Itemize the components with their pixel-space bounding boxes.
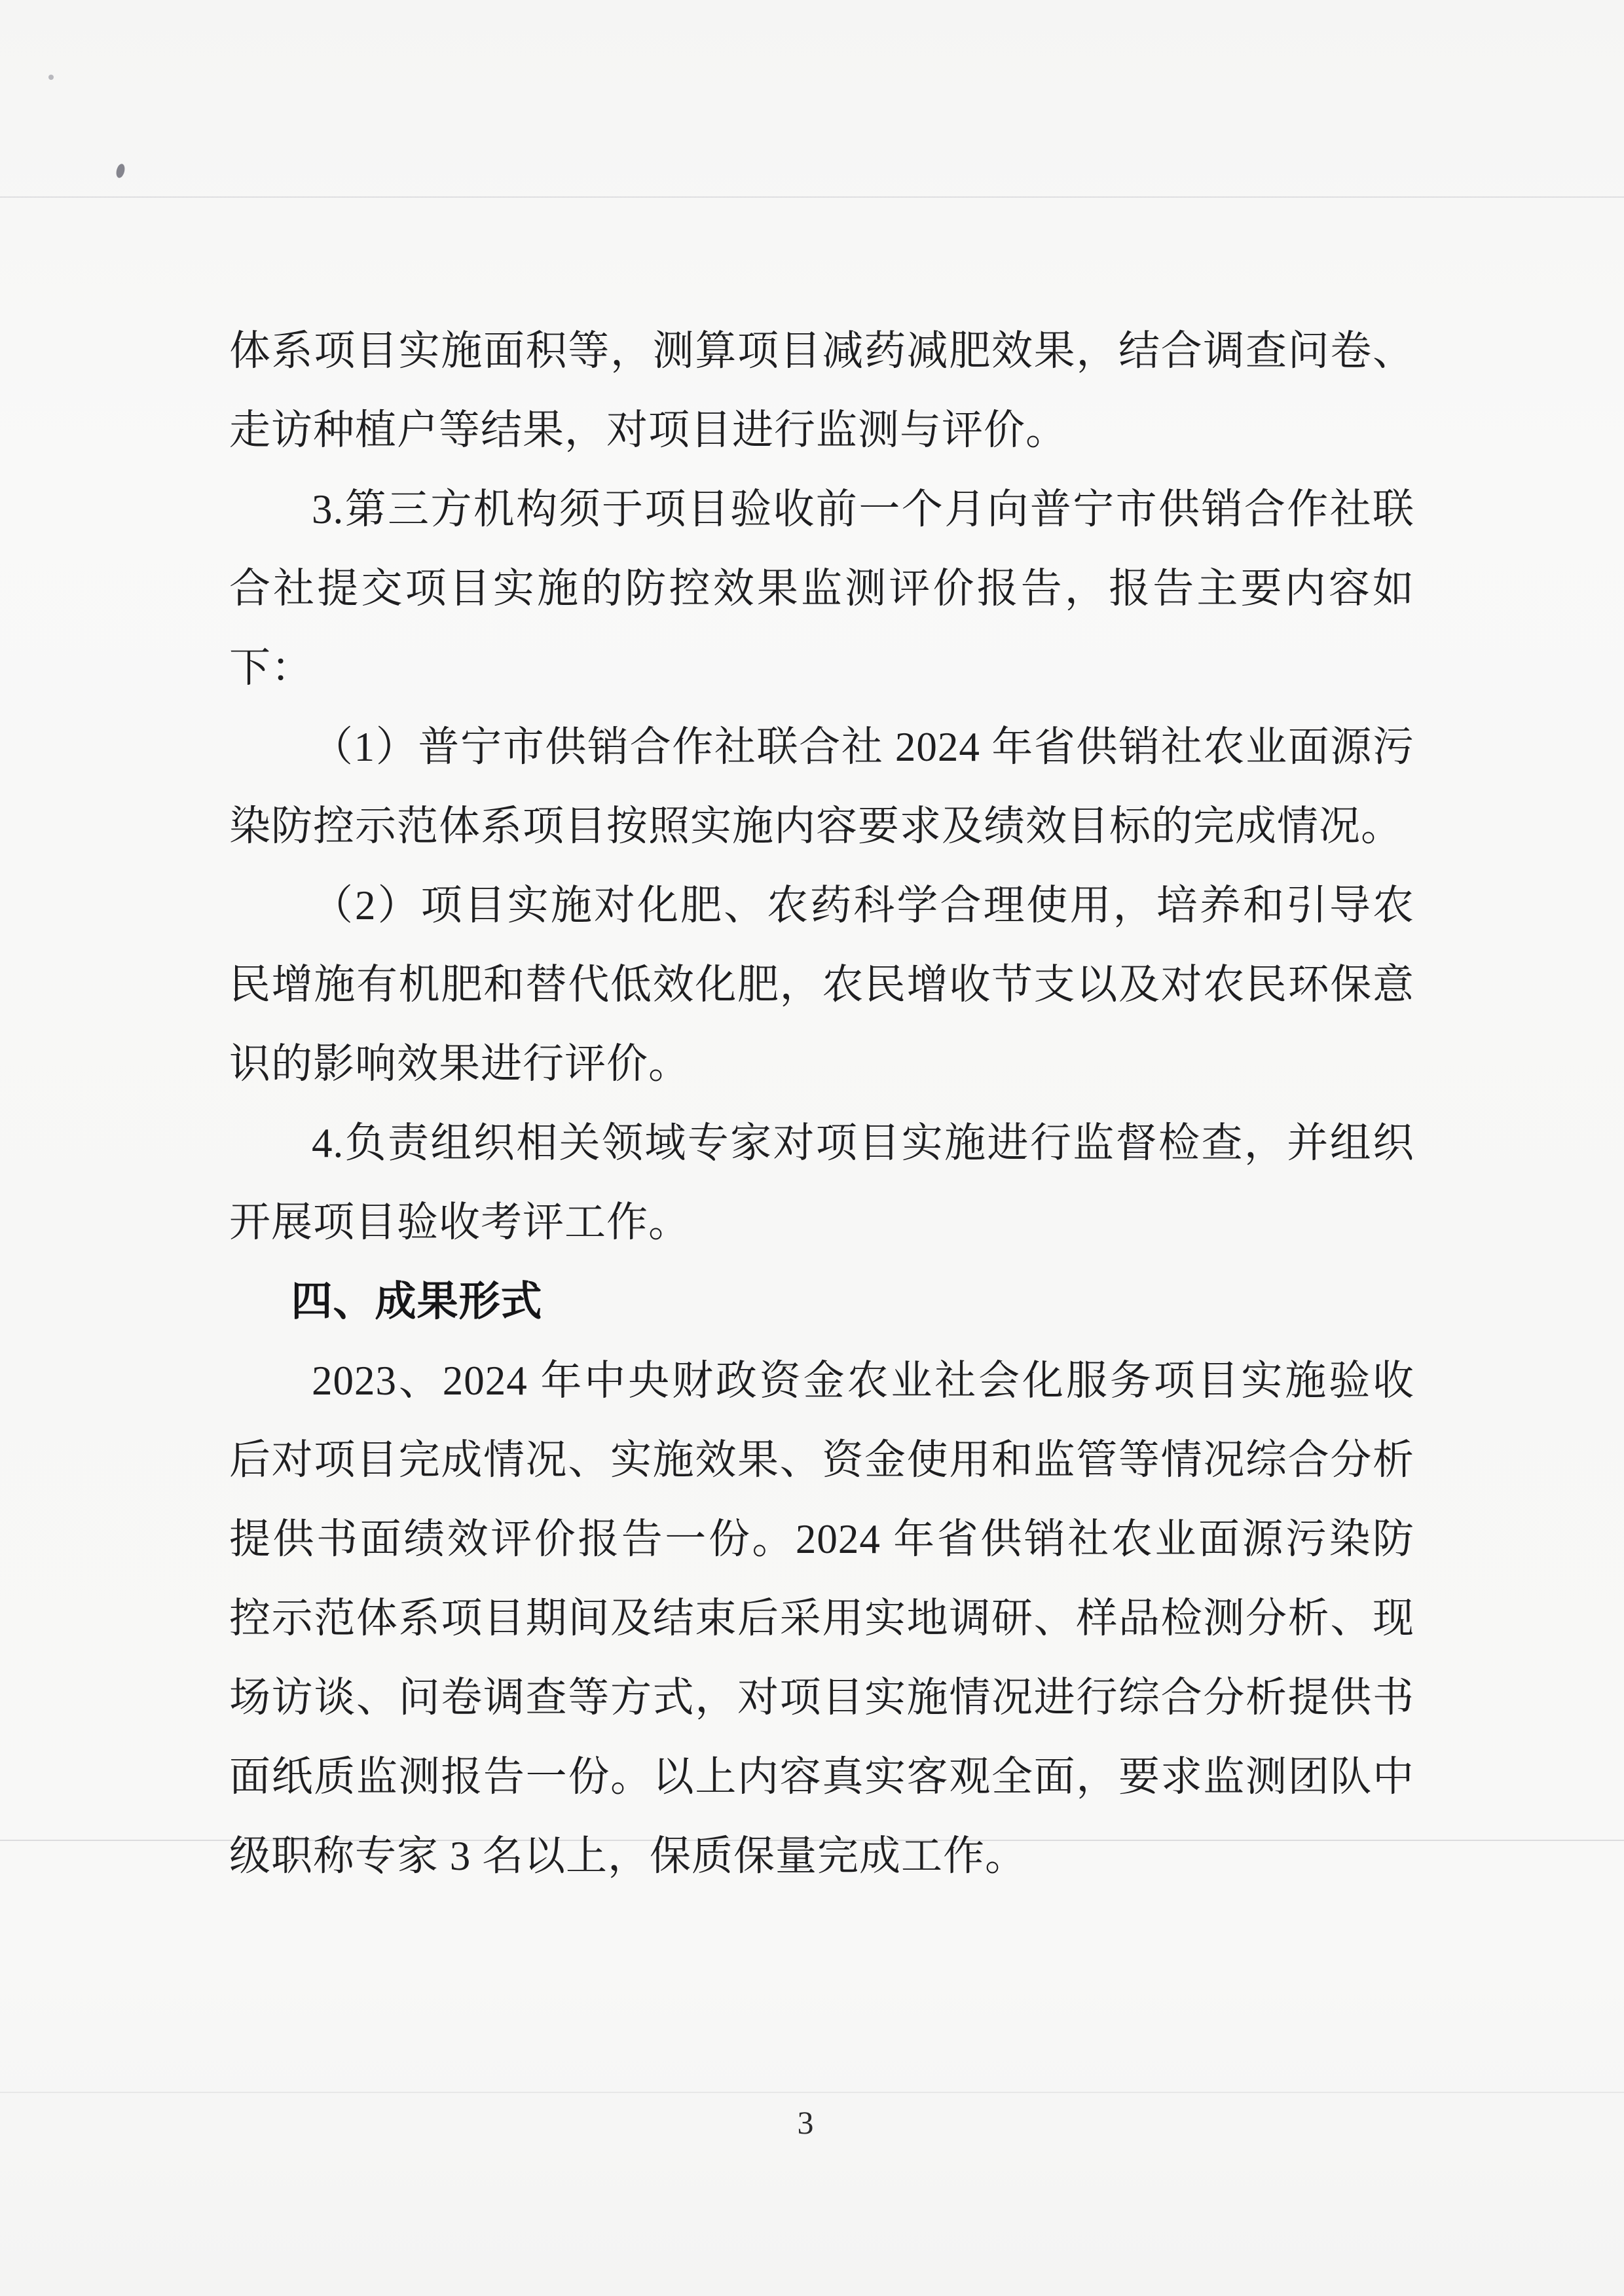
scan-artifact-line xyxy=(0,2092,1624,2093)
document-body xyxy=(229,312,1414,1896)
page-number: 3 xyxy=(797,2104,814,2141)
paragraph-item-3: 3.第三方机构须于项目验收前一个月向普宁市供销合作社联合社提交项目实施的防控效果监测评价报告，报告主要内容如下： xyxy=(229,486,1414,691)
scan-speck xyxy=(115,163,126,179)
section-heading: 四、成果形式 xyxy=(291,1279,543,1324)
scan-speck xyxy=(48,75,54,80)
paragraph-subitem-2: （2）项目实施对化肥、农药科学合理使用，培养和引导农民增施有机肥和替代低效化肥，农民增收节支以及对农民环保意识的影响效果进行评价。 xyxy=(229,883,1414,1087)
scan-artifact-line xyxy=(0,196,1624,198)
paragraph-subitem-1: （1）普宁市供销合作社联合社 2024 年省供销社农业面源污染防控示范体系项目按照实施内容要求及绩效目标的完成情况。 xyxy=(229,724,1414,849)
paragraph-results-format: 2023、2024 年中央财政资金农业社会化服务项目实施验收后对项目完成情况、实施效果、资金使用和监管等情况综合分析提供书面绩效评价报告一份。2024 年省供销社农业面源污染防控示范体系项目期间及结束后采用实地调研、样品检测分析、现场访谈、问卷调查等方式，对项目实施情况进行综合分析提供书面纸质监测报告一份。以上内容真实客观全面，要求监测团队中级职称专家 3 名以上，保质保量完成工作。 xyxy=(229,1358,1414,1879)
paragraph-continuation: 体系项目实施面积等，测算项目减药减肥效果，结合调查问卷、走访种植户等结果，对项目进行监测与评价。 xyxy=(229,328,1414,453)
paragraph-item-4: 4.负责组织相关领域专家对项目实施进行监督检查，并组织开展项目验收考评工作。 xyxy=(229,1120,1414,1245)
